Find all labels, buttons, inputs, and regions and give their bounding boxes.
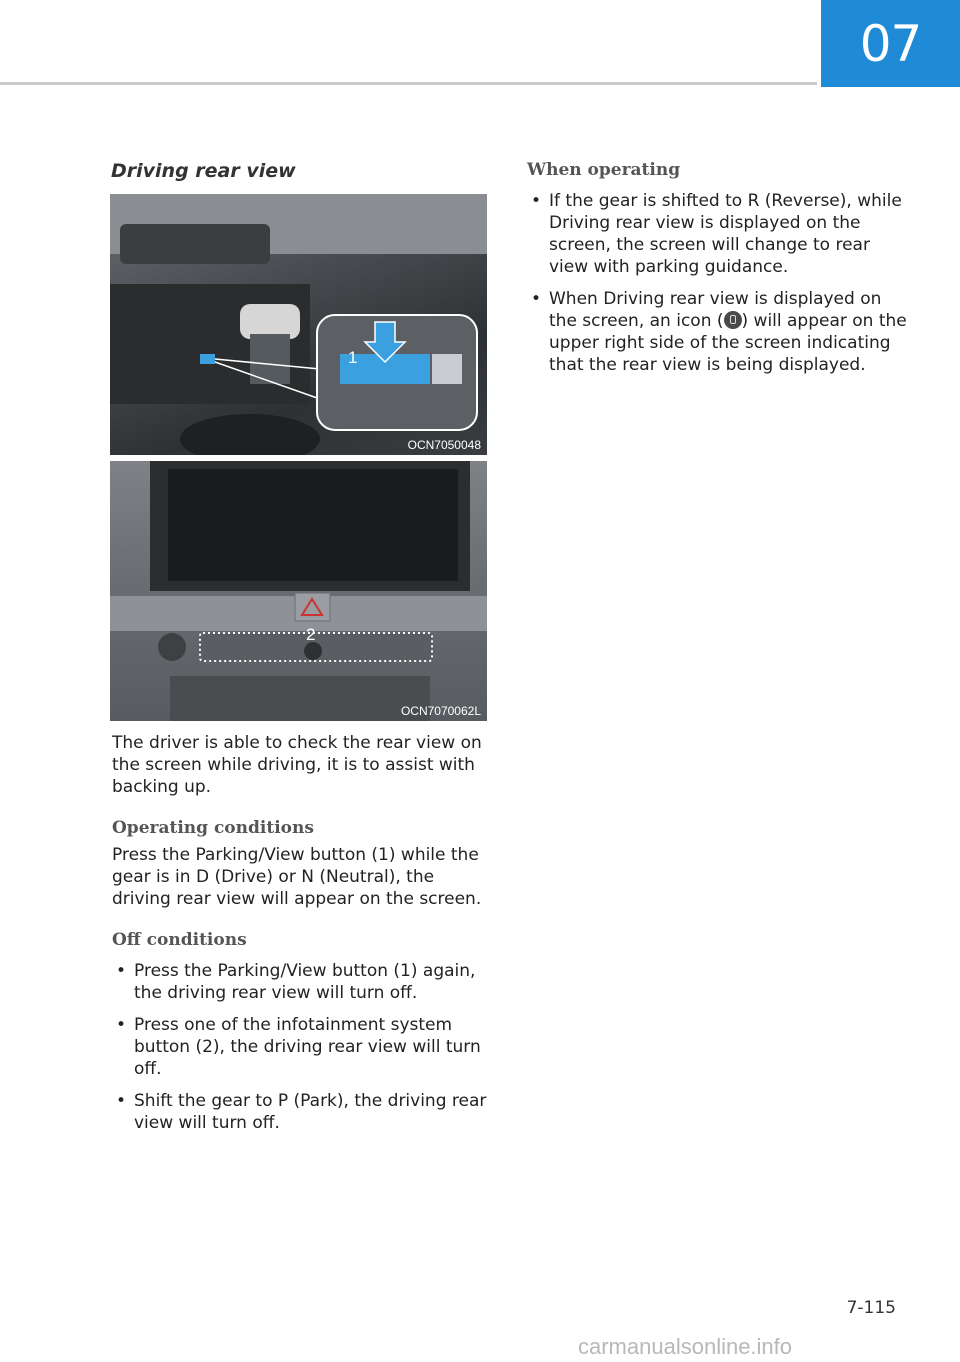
callout-2: 2 xyxy=(306,625,316,644)
list-item-text-before: When Driving rear view is displayed on the screen, an icon ( xyxy=(549,289,882,331)
console-illustration xyxy=(110,194,487,455)
intro-paragraph: The driver is able to check the rear view on the screen while driving, it is to assist with backing up. xyxy=(112,733,482,797)
list-item-text-after: ) will appear on the upper right side of the screen indicating that the rear view is being displayed. xyxy=(549,311,907,375)
figure-code-2: OCN7070062L xyxy=(400,704,481,718)
page-number: 7-115 xyxy=(846,1298,896,1318)
section-title: Driving rear view xyxy=(111,160,296,182)
off-conditions-heading: Off conditions xyxy=(112,930,247,950)
operating-conditions-text: Press the Parking/View button (1) while the gear is in D (Drive) or N (Neutral), the driving rear view will appear on the screen. xyxy=(112,845,482,909)
figure-infotainment-image xyxy=(110,461,487,721)
right-column xyxy=(527,160,907,376)
list-item: • Press the Parking/View button (1) again, the driving rear view will turn off. xyxy=(112,960,487,1004)
figure-code-1: OCN7050048 xyxy=(407,438,481,452)
operating-conditions-heading: Operating conditions xyxy=(112,818,314,838)
rear-camera-icon xyxy=(724,311,742,329)
chapter-tab: 07 xyxy=(821,0,960,87)
header-rule xyxy=(0,82,817,85)
off-conditions-list xyxy=(112,960,487,1134)
infotainment-illustration xyxy=(110,461,487,721)
when-operating-heading: When operating xyxy=(527,160,681,180)
list-item: • Shift the gear to P (Park), the driving rear view will turn off. xyxy=(112,1090,487,1134)
list-item xyxy=(527,288,907,376)
left-column xyxy=(112,732,487,1134)
list-item: • If the gear is shifted to R (Reverse), while Driving rear view is displayed on the screen, the screen will change to rear view with parking guidance. xyxy=(527,190,907,278)
list-item: • Press one of the infotainment system button (2), the driving rear view will turn off. xyxy=(112,1014,487,1080)
when-operating-list xyxy=(527,190,907,376)
watermark: carmanualsonline.info xyxy=(578,1334,793,1359)
callout-1: 1 xyxy=(348,348,358,367)
figure-console-image xyxy=(110,194,487,455)
